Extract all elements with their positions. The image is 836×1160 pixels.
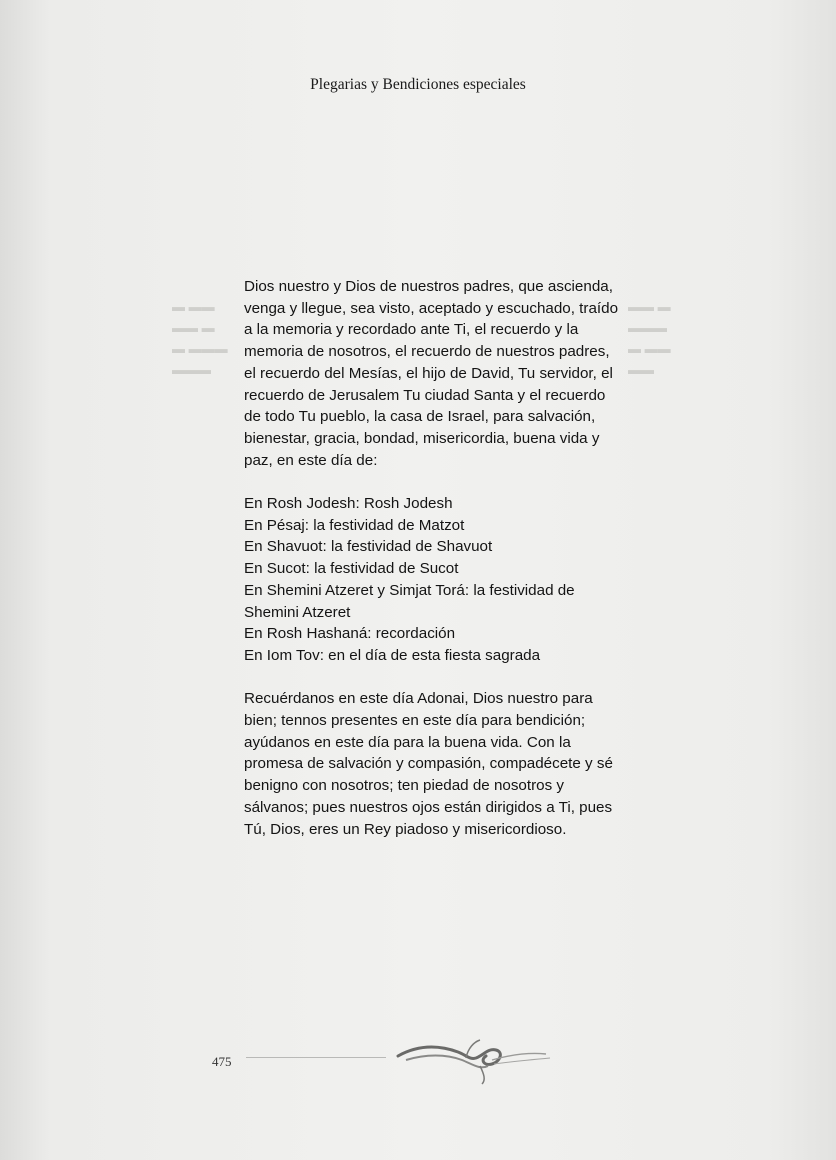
footer-rule (246, 1057, 386, 1058)
prayer-paragraph-2: Recuérdanos en este día Adonai, Dios nuestro para bien; tennos presentes en este día para bendición; ayúdanos en este día para la buena vida. Con la promesa de salvación y compasión, compadécete y sé benigno con nosotros; ten piedad de nosotros y sálvanos; pues nuestros ojos están dirigidos a Ti, pues Tú, Dios, eres un Rey piadoso y misericordioso. (244, 690, 613, 838)
prayer-paragraph-1: Dios nuestro y Dios de nuestros padres, que ascienda, venga y llegue, sea visto, aceptado y escuchado, traído a la memoria y recordado ante Ti, el recuerdo y la memoria de nosotros, el recuerdo de nuestros padres, el recuerdo del Mesías, el hijo de David, Tu servidor, el recuerdo de Jerusalem Tu ciudad Santa y el recuerdo de todo Tu pueblo, la casa de Israel, para salvación, bienestar, gracia, bondad, misericordia, buena vida y paz, en este día de: (244, 278, 619, 469)
show-through-right: ▬▬ ▬ ▬▬▬ ▬ ▬▬ ▬▬ (628, 299, 671, 377)
occasion-sucot: En Sucot: la festividad de Sucot (244, 560, 459, 578)
show-through-left: ▬ ▬▬ ▬▬ ▬ ▬ ▬▬▬ ▬▬▬ (172, 299, 228, 377)
ornament-icon (396, 1036, 556, 1086)
page-number: 475 (212, 1054, 232, 1069)
occasion-shavuot: En Shavuot: la festividad de Shavuot (244, 538, 493, 556)
page-header: Plegarias y Bendiciones especiales (310, 76, 526, 93)
occasion-shemini-atzeret: En Shemini Atzeret y Simjat Torá: la festividad de Shemini Atzeret (244, 581, 575, 621)
occasion-iom-tov: En Iom Tov: en el día de esta fiesta sagrada (244, 646, 541, 664)
occasion-list (244, 493, 624, 667)
prayer-body (244, 276, 624, 840)
occasion-rosh-hashana: En Rosh Hashaná: recordación (244, 625, 456, 643)
occasion-rosh-jodesh: En Rosh Jodesh: Rosh Jodesh (244, 495, 453, 513)
occasion-pesaj: En Pésaj: la festividad de Matzot (244, 516, 465, 534)
